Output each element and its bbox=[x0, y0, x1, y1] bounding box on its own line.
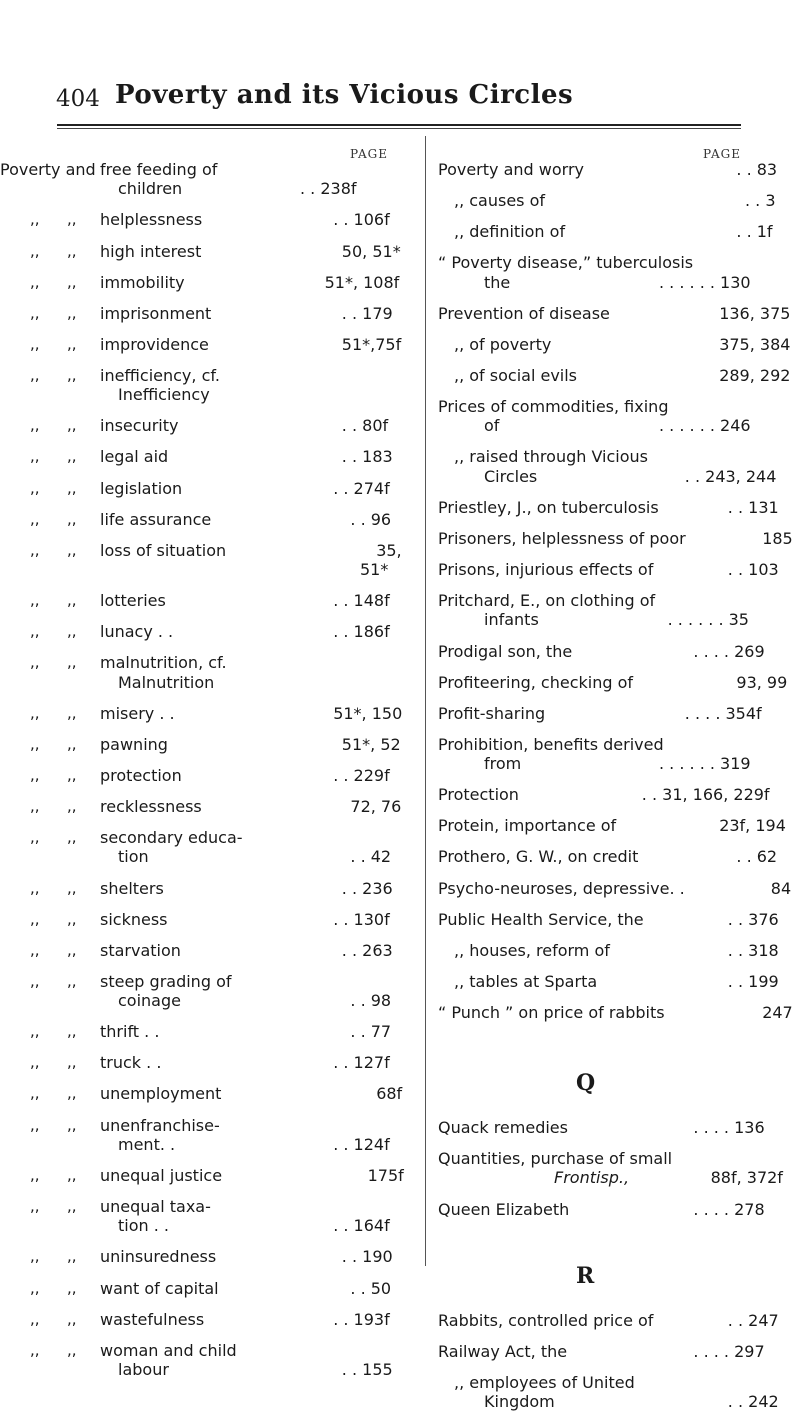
index-continuation: children bbox=[118, 179, 183, 199]
index-page-ref: . . . . 278 bbox=[693, 1199, 765, 1219]
index-page-ref: . . 183 bbox=[341, 447, 393, 467]
index-page-ref: 93, 99 bbox=[736, 672, 788, 692]
index-continuation: tion bbox=[118, 847, 149, 867]
index-page-ref: 375, 384 bbox=[719, 334, 791, 354]
ditto-mark: ,, bbox=[30, 653, 40, 672]
index-page-ref: . . 318 bbox=[727, 940, 779, 960]
ditto-mark: ,, bbox=[67, 909, 77, 928]
ditto-mark: ,, bbox=[30, 241, 40, 260]
ditto-mark: ,, bbox=[67, 828, 77, 847]
ditto-mark: ,, bbox=[30, 416, 40, 435]
index-entry-text: infants bbox=[484, 610, 539, 630]
index-page-ref: . . 164f bbox=[333, 1216, 390, 1236]
index-entry-text: Priestley, J., on tuberculosis bbox=[438, 497, 659, 517]
index-subheading: insecurity bbox=[100, 416, 179, 436]
index-page-ref: . . 50 bbox=[350, 1278, 392, 1298]
ditto-mark: ,, bbox=[67, 1340, 77, 1359]
index-subheading: helplessness bbox=[100, 210, 203, 230]
index-entry-text: Quack remedies bbox=[438, 1118, 568, 1137]
ditto-mark: ,, bbox=[67, 1022, 77, 1041]
index-subheading: unemployment bbox=[100, 1084, 222, 1104]
index-entry-text: from bbox=[484, 754, 522, 774]
index-page-ref: . . 186f bbox=[333, 622, 390, 642]
ditto-mark: ,, bbox=[30, 210, 40, 229]
ditto-mark: ,, bbox=[67, 303, 77, 322]
ditto-mark: ,, bbox=[30, 1247, 40, 1266]
page-header bbox=[0, 0, 800, 130]
ditto-mark: ,, bbox=[67, 734, 77, 753]
index-page-ref: 68f bbox=[376, 1084, 403, 1104]
ditto-mark: ,, bbox=[67, 1084, 77, 1103]
index-entry-text: Poverty and worry bbox=[438, 160, 584, 179]
index-entry-text: “ Punch ” on price of rabbits bbox=[438, 1002, 665, 1022]
index-subheading: protection bbox=[100, 765, 182, 785]
ditto-mark: ,, bbox=[30, 1278, 40, 1297]
ditto-mark: ,, bbox=[30, 734, 40, 753]
index-subheading: unequal justice bbox=[100, 1165, 223, 1185]
index-page-ref: . . 263 bbox=[341, 940, 393, 960]
index-page-ref: . . . . 136 bbox=[693, 1118, 765, 1137]
index-entry-text: of bbox=[484, 416, 500, 436]
index-page-ref: . . 130f bbox=[333, 909, 390, 929]
index-subheading: immobility bbox=[100, 272, 185, 292]
ditto-mark: ,, bbox=[30, 365, 40, 384]
index-page-ref: 84 bbox=[770, 878, 792, 898]
index-entry-text: Quantities, purchase of small bbox=[438, 1149, 673, 1169]
index-entry-text: Railway Act, the bbox=[438, 1341, 568, 1361]
ditto-mark: ,, bbox=[67, 1309, 77, 1328]
page-number: 404 bbox=[56, 86, 100, 112]
index-heading: Poverty and bbox=[0, 160, 96, 179]
index-entry-text: Prisons, injurious effects of bbox=[438, 560, 654, 579]
index-subheading: imprisonment bbox=[100, 303, 212, 323]
index-page-ref: . . 274f bbox=[333, 478, 390, 498]
index-entry-text: “ Poverty disease,” tuberculosis bbox=[438, 253, 694, 273]
index-entry-text: Kingdom bbox=[484, 1392, 555, 1411]
index-subheading: unenfranchise- bbox=[100, 1115, 220, 1135]
index-subheading: high interest bbox=[100, 241, 202, 261]
ditto-mark: ,, bbox=[67, 1115, 77, 1134]
ditto-mark: ,, bbox=[67, 478, 77, 497]
ditto-mark: ,, bbox=[67, 878, 77, 897]
index-page-ref: . . 179 bbox=[341, 303, 393, 323]
index-page-ref: . . 1f bbox=[736, 222, 773, 242]
index-entry-text: Protection bbox=[438, 785, 519, 805]
ditto-mark: ,, bbox=[30, 334, 40, 353]
ditto-mark: ,, bbox=[30, 478, 40, 497]
ditto-mark: ,, bbox=[30, 878, 40, 897]
index-entry-text: Frontisp., bbox=[554, 1168, 630, 1188]
ditto-mark: ,, bbox=[30, 797, 40, 815]
index-page-ref: . . 80f bbox=[341, 416, 389, 436]
index-entry-text: Prohibition, benefits derived bbox=[438, 734, 664, 754]
index-subheading: recklessness bbox=[100, 797, 202, 816]
index-page-ref: . . 106f bbox=[333, 210, 390, 230]
index-entry-text: Prothero, G. W., on credit bbox=[438, 847, 639, 867]
index-page-ref: . . 247 bbox=[727, 1310, 779, 1330]
index-page-ref: . . 376 bbox=[727, 909, 779, 929]
ditto-mark: ,, bbox=[30, 447, 40, 466]
ditto-mark: ,, bbox=[67, 703, 77, 722]
ditto-mark: ,, bbox=[30, 909, 40, 928]
index-page-ref: 289, 292 bbox=[719, 365, 791, 385]
ditto-mark: ,, bbox=[30, 1115, 40, 1134]
ditto-mark: ,, bbox=[67, 416, 77, 435]
index-entry-text: ,, raised through Vicious bbox=[454, 447, 649, 467]
index-entry-text: ,, definition of bbox=[454, 222, 566, 242]
section-letter: R bbox=[576, 1262, 595, 1289]
ditto-mark: ,, bbox=[30, 1165, 40, 1184]
index-continuation: coinage bbox=[118, 991, 181, 1011]
index-entry-text: Public Health Service, the bbox=[438, 909, 644, 929]
section-letter: Q bbox=[576, 1070, 596, 1096]
index-page-ref: . . 77 bbox=[350, 1022, 392, 1042]
index-page-ref: . . 199 bbox=[727, 971, 779, 991]
index-continuation: Malnutrition bbox=[118, 672, 215, 692]
index-page-ref: 23f, 194 bbox=[719, 816, 786, 836]
index-page-ref: 51*, 52 bbox=[341, 734, 401, 754]
ditto-mark: ,, bbox=[30, 272, 40, 291]
ditto-mark: ,, bbox=[67, 1197, 77, 1215]
index-subheading: inefficiency, cf. bbox=[100, 365, 220, 385]
index-continuation: ment. . bbox=[118, 1134, 176, 1154]
index-page-ref: . . 193f bbox=[333, 1309, 390, 1329]
index-page-ref: 185 bbox=[762, 528, 793, 548]
index-entry-text: Queen Elizabeth bbox=[438, 1199, 570, 1219]
ditto-mark: ,, bbox=[67, 653, 77, 672]
index-entry-text: the bbox=[484, 272, 511, 292]
index-entry-text: ,, tables at Sparta bbox=[454, 971, 598, 991]
index-subheading: starvation bbox=[100, 940, 181, 960]
index-entry-text: Prodigal son, the bbox=[438, 641, 573, 661]
index-page-ref: . . 42 bbox=[350, 847, 392, 867]
index-page-ref: . . . . . . 35 bbox=[667, 610, 749, 630]
index-entry-text: Psycho-neuroses, depressive. . bbox=[438, 878, 685, 898]
index-page-ref: . . 96 bbox=[350, 509, 392, 529]
index-entry-text: ,, of social evils bbox=[454, 365, 578, 385]
index-subheading: legal aid bbox=[100, 447, 169, 467]
index-page-ref: . . 190 bbox=[341, 1247, 393, 1267]
index-page-ref: . . . . 297 bbox=[693, 1341, 765, 1361]
index-page-ref: . . . . . . 319 bbox=[659, 754, 751, 774]
index-page-ref: 51*, 150 bbox=[333, 703, 403, 723]
index-entry-text: Profit-sharing bbox=[438, 703, 546, 723]
index-entry-text: Profiteering, checking of bbox=[438, 672, 634, 692]
index-subheading: steep grading of bbox=[100, 971, 232, 991]
index-subheading: wastefulness bbox=[100, 1309, 205, 1329]
column-divider bbox=[425, 136, 426, 1266]
index-page-ref: . . 229f bbox=[333, 765, 390, 785]
ditto-mark: ,, bbox=[30, 1309, 40, 1328]
ditto-mark: ,, bbox=[67, 509, 77, 528]
ditto-mark: ,, bbox=[30, 1084, 40, 1103]
ditto-mark: ,, bbox=[30, 622, 40, 641]
index-page-ref: . . 148f bbox=[333, 591, 390, 611]
ditto-mark: ,, bbox=[67, 1278, 77, 1297]
index-subheading: uninsuredness bbox=[100, 1247, 217, 1267]
index-subheading: lunacy . . bbox=[100, 622, 174, 642]
index-page-ref: . . 103 bbox=[727, 560, 779, 579]
index-subheading: loss of situation bbox=[100, 540, 227, 560]
index-entry-text: Pritchard, E., on clothing of bbox=[438, 591, 656, 611]
index-entry-text: ,, employees of United bbox=[454, 1372, 635, 1392]
ditto-mark: ,, bbox=[67, 1247, 77, 1266]
index-page-ref: . . 98 bbox=[350, 991, 392, 1011]
index-continuation: tion . . bbox=[118, 1216, 169, 1236]
index-page-ref: 51*,75f bbox=[341, 334, 402, 354]
ditto-mark: ,, bbox=[30, 703, 40, 722]
index-continuation: 51* bbox=[360, 560, 389, 579]
index-subheading: truck . . bbox=[100, 1053, 162, 1073]
index-subheading: sickness bbox=[100, 909, 168, 929]
index-subheading: life assurance bbox=[100, 509, 212, 529]
index-page-ref: . . 83 bbox=[736, 160, 778, 179]
index-page-ref: . . 62 bbox=[736, 847, 778, 867]
ditto-mark: ,, bbox=[67, 1165, 77, 1184]
index-subheading: legislation bbox=[100, 478, 183, 498]
index-page-ref: 35, bbox=[376, 540, 402, 560]
index-entry-text: ,, of poverty bbox=[454, 334, 552, 354]
index-page-ref: 88f, 372f bbox=[710, 1168, 783, 1188]
index-subheading: unequal taxa- bbox=[100, 1197, 211, 1216]
index-continuation: Inefficiency bbox=[118, 385, 210, 405]
index-continuation: labour bbox=[118, 1360, 169, 1379]
index-entry-text: Prevention of disease bbox=[438, 303, 610, 323]
index-subheading: shelters bbox=[100, 878, 164, 898]
ditto-mark: ,, bbox=[30, 940, 40, 959]
index-subheading: want of capital bbox=[100, 1278, 219, 1298]
index-page-ref: . . 242 bbox=[727, 1392, 779, 1411]
index-subheading: woman and child bbox=[100, 1340, 237, 1360]
index-page-ref: 72, 76 bbox=[350, 797, 402, 816]
ditto-mark: ,, bbox=[67, 334, 77, 353]
ditto-mark: ,, bbox=[67, 765, 77, 784]
index-page-ref: . . . . 354f bbox=[684, 703, 762, 723]
index-entry-text: Circles bbox=[484, 466, 538, 486]
index-entry-text: ,, houses, reform of bbox=[454, 940, 610, 960]
ditto-mark: ,, bbox=[30, 303, 40, 322]
index-page-ref: . . . . . . 130 bbox=[659, 272, 751, 292]
ditto-mark: ,, bbox=[30, 828, 40, 847]
index-page-ref: . . 131 bbox=[727, 497, 779, 517]
index-page-ref: . . 243, 244 bbox=[684, 466, 777, 486]
index-page-ref: 50, 51* bbox=[341, 241, 401, 261]
index-subheading: lotteries bbox=[100, 591, 166, 611]
ditto-mark: ,, bbox=[67, 591, 77, 610]
running-title: Poverty and its Vicious Circles bbox=[115, 80, 574, 110]
index-page-ref: 247 bbox=[762, 1002, 793, 1022]
ditto-mark: ,, bbox=[30, 591, 40, 610]
index-page-ref: . . . . . . 246 bbox=[659, 416, 751, 436]
index-entry-text: Rabbits, controlled price of bbox=[438, 1310, 654, 1330]
ditto-mark: ,, bbox=[30, 1053, 40, 1072]
index-page-ref: . . 3 bbox=[745, 191, 776, 211]
ditto-mark: ,, bbox=[67, 272, 77, 291]
index-page-ref: . . 31, 166, 229f bbox=[641, 785, 770, 805]
index-entry-text: Protein, importance of bbox=[438, 816, 617, 836]
header-rule bbox=[57, 124, 741, 126]
ditto-mark: ,, bbox=[67, 622, 77, 641]
index-subheading: free feeding of bbox=[100, 160, 218, 179]
index-subheading: secondary educa- bbox=[100, 828, 243, 848]
index-entry-text: Prices of commodities, fixing bbox=[438, 397, 669, 416]
ditto-mark: ,, bbox=[30, 765, 40, 784]
index-page-ref: . . 236 bbox=[341, 878, 393, 898]
page-column-label: PAGE bbox=[350, 147, 388, 161]
ditto-mark: ,, bbox=[67, 940, 77, 959]
header-rule-thin bbox=[57, 128, 741, 129]
index-subheading: thrift . . bbox=[100, 1022, 160, 1042]
ditto-mark: ,, bbox=[30, 509, 40, 528]
index-page-ref: . . 238f bbox=[300, 179, 357, 199]
index-subheading: pawning bbox=[100, 734, 168, 754]
index-entry-text: ,, causes of bbox=[454, 191, 546, 211]
index-page-ref: . . 124f bbox=[333, 1134, 390, 1154]
ditto-mark: ,, bbox=[67, 971, 77, 990]
ditto-mark: ,, bbox=[67, 797, 77, 815]
index-subheading: misery . . bbox=[100, 703, 175, 723]
ditto-mark: ,, bbox=[30, 540, 40, 559]
index-page-ref: 136, 375 bbox=[719, 303, 791, 323]
ditto-mark: ,, bbox=[67, 447, 77, 466]
ditto-mark: ,, bbox=[67, 365, 77, 384]
page-column-label: PAGE bbox=[703, 147, 741, 161]
index-entry-text: Prisoners, helplessness of poor bbox=[438, 528, 686, 548]
ditto-mark: ,, bbox=[30, 1022, 40, 1041]
index-page-ref: . . . . 269 bbox=[693, 641, 765, 661]
index-subheading: malnutrition, cf. bbox=[100, 653, 227, 673]
ditto-mark: ,, bbox=[30, 1340, 40, 1359]
index-page-ref: 51*, 108f bbox=[324, 272, 400, 292]
index-page-ref: 175f bbox=[367, 1165, 404, 1185]
index-page-ref: . . 155 bbox=[341, 1360, 393, 1379]
index-page-ref: . . 127f bbox=[333, 1053, 390, 1073]
ditto-mark: ,, bbox=[67, 210, 77, 229]
ditto-mark: ,, bbox=[67, 540, 77, 559]
ditto-mark: ,, bbox=[67, 1053, 77, 1072]
ditto-mark: ,, bbox=[30, 1197, 40, 1215]
index-subheading: improvidence bbox=[100, 334, 209, 354]
ditto-mark: ,, bbox=[30, 971, 40, 990]
ditto-mark: ,, bbox=[67, 241, 77, 260]
